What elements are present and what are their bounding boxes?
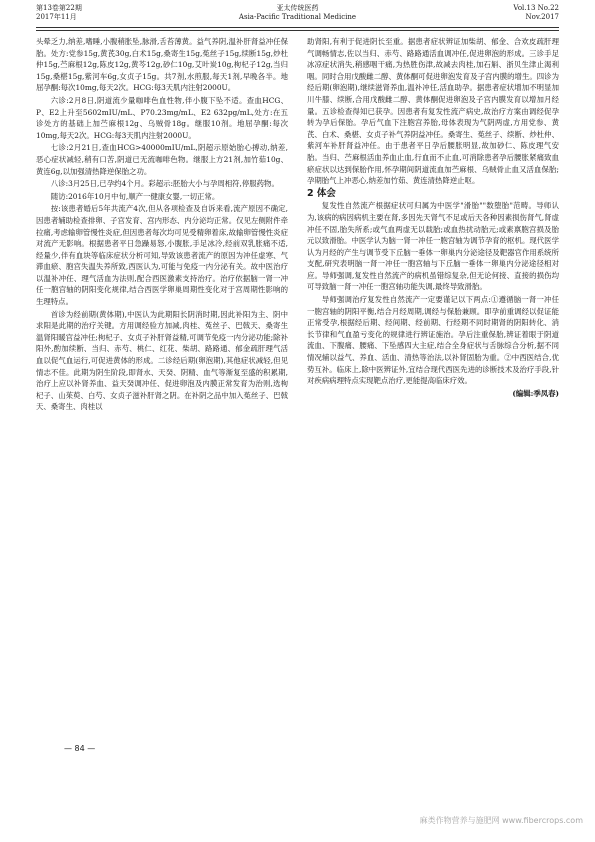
journal-title-english: Asia-Pacific Traditional Medicine (238, 13, 357, 21)
header-rule-thin (36, 30, 559, 31)
header-rule-thick (36, 27, 559, 28)
paragraph: 八诊:3月25日,已孕约4个月。彩超示:胚胎大小与孕周相符,停服药物。 (50, 179, 279, 189)
paragraph: 首诊为经前期(黄体期),中医认为此期阳长阴消时期,因此补阳为主、阴中求阳是此期的治疗关键。方用调经验方加减,肉桂、菟丝子、巴戟天、桑寄生温肾阳暖宫益冲任;枸杞子、女贞子补肝肾益精,可调节免疫一内分泌功能;除补阳外,酌加续断、当归、赤芍、桃仁、红花、柴胡、路路通、郁金疏肝理气活血以促气血运行,可促进黄体的形成。二诊经后期(卵泡期),其他症状减轻,但见情志不佳。此期为阴生阶段,即肾水、天癸、阴精、血气等渐复至盛的积累期,治疗上应以补肾养血、益天癸调冲任、促进卵泡及内膜正常发育为治则,选枸杞子、山茱萸、白芍、女贞子滋补肝肾之阴。在补阴之品中加入菟丝子、巴戟天、桑寄生、肉桂以 (36, 309, 288, 412)
paragraph: 随访:2016年10月中旬,顺产一健康女婴,一切正常。 (50, 191, 220, 201)
paragraph: 复发性自然流产根据症状可归属为中医学"滑胎""数堕胎"范畴。导师认为,该病的病因病机主要在肾,多因先天肾气不足或后天各种因素损伤肾气,肾虚冲任不固,胎失所系;或气血两虚无以载胎;或血热扰动胎元;或素禀胞宫损及胎元以致滑胎。中医学认为脑一肾一冲任一胞宫轴为调节孕育的枢机。现代医学认为月经的产生与调节受下丘脑一垂体一卵巢内分泌途径及靶器官作用系统所支配,研究表明脑一肾一冲任一胞宫轴与下丘脑一垂体一卵巢内分泌途径相对应。导师强调,复发性自然流产的病机虽错综复杂,但无论何接、直接的损伤均可导致脑一肾一冲任一胞宫轴功能失调,最终导致滑胎。 (307, 201, 559, 292)
header-volume-english (513, 4, 559, 22)
page-number: — 84 — (64, 744, 96, 753)
header-date: 2017年11月 (36, 13, 77, 21)
paragraph: 六诊:2月8日,阴道流少量咖啡色血性物,伴小腹下坠不适。查血HCG、P、E2上升至5602mIU/mL、P70.23mg/mL、E2 632pg/mL,处方:在五诊处方的基础上加苎麻根12g、乌贼骨18g。继服10剂。地屈孕酮:每次10mg,每天2次。HCG:每3天肌内注射2000U。 (36, 95, 288, 140)
header-vol-no: Vol.13 No.22 (513, 4, 559, 12)
journal-title-chinese: 亚太传统医药 (276, 4, 319, 12)
paragraph: 按:该患者婚后5年共流产4次,但从各项检查及自诉来看,流产原因不确定,因患者辅助检查排卵、子宫发育、宫内形态、内分泌均正常。仅见左侧附件牵拉痛,考虑输卵管慢性炎症,但因患者每次均可见受精卵着床,故输卵管慢性炎症对流产无影响。根据患者平日急躁易怒,小腹胀,手足冰冷,经前双乳胀痛不适,经量少,伴有血块等临床症状分析可知,导致该患者流产的原因为冲任虚寒、气滞血瘀、胞宫失温失养所致,西医认为,可能与免疫一内分泌有关。故中医治疗以温补冲任、理气活血为法则,配合西医激素支持治疗。治疗依据脑一肾一冲任一胞宫轴的阴阳变化规律,结合西医学卵巢周期性变化对于宫周期性影响的生理特点。 (36, 204, 288, 307)
paragraph: 导师强调治疗复发性自然流产一定要谨记以下两点:①遵循脑一肾一冲任一胞宫轴的阴阳平衡,结合月经周期,调经与保胎兼顾。即孕前重调经以促证能正常受孕,根据经后期、经间期、经前期、行经期不同时期肾的阴阳转化、消长节律和气血盈亏变化的规律进行辨证施治。孕后注重保胎,辨证着眼于阴道流血、下腹痛、腰痛、下坠感四大主症,结合全身症状与舌脉综合分析,据不同情况辅以益气、养血、活血、清热等治法,以补肾固胎为重。②中西医结合,优势互补。临床上,除中医辨证外,宜结合现代西医先进的诊断技术及治疗手段,针对疾病病理特点实现靶点治疗,更能提高临床疗效。 (307, 295, 559, 386)
editor-note: (编辑:季凤春) (512, 388, 559, 398)
watermark: 麻类作物营养与施肥网 www.fibercrops.com (419, 816, 583, 825)
header-issue: 第13卷第22期 (36, 4, 82, 12)
paragraph: 七诊:2月21日,查血HCG>40000mIU/mL,阴超示原始胎心搏动,纳差,恶心症状减轻,稍有口苦,阴道已无流咖啡色物。继服上方21剂,加竹茹10g、黄连6g,以加强清热降逆保胎之功。 (36, 143, 288, 176)
left-column (36, 36, 288, 414)
header-journal-title (36, 4, 559, 22)
paragraph: 助肾阳,有利于促进阴长至重。据患者症状辨证加柴胡、郁金、合欢皮疏肝理气调畅情志,佐以当归、赤芍、路路通活血调冲任,促进卵泡的形成。三诊手足冰凉症状消失,稍感咽干痛,为热胜伤津,故减去肉桂,加石斛、浙贝生津止渴利咽。同时合用戊酸雌二醇、黄体酮可促进卵泡发育及子宫内膜的增生。四诊为经后期(卵泡期),继续滋肾养血,温补冲任,活血助孕。据患者症状增加不明显加川牛膝、续断,合用戊酸雌二醇、黄体酮促进卵泡及子宫内膜发育以增加月经量。五诊检查得知已获孕。因患者有复发性流产病史,故治疗方案由调经促孕转为孕后保胎。孕后气血下注胞宫养胎,母体表现为气阴两虚,方用党参、黄芪、白术、桑椹、女贞子补气养阴益冲任。桑寄生、菟丝子、续断、炒杜仲、紫河车补肝肾益冲任。由于患者平日孕后腰胀明显,故加砂仁、陈皮理气安胎。当归、苎麻根活血养血止血,行血而不止血,可消除患者孕后腰胀紧痛致血瘀症状以达到保胎作用,怀孕期间阴道流血加苎麻根、乌贼骨止血又活血保胎;孕期胎气上冲恶心,纳差加竹茹、黄连清热降逆止呕。 (307, 37, 559, 186)
header-month-year: Nov.2017 (525, 13, 559, 21)
running-header (36, 0, 559, 30)
section-heading: 2 体会 (307, 187, 336, 199)
right-column (307, 36, 559, 400)
paragraph: 头晕乏力,纳差,嗜睡,小腹稍胀坠,脉滑,舌苔薄黄。益气养阴,温补肝肾益冲任保胎。处方:党参15g,黄芪30g,白术15g,桑寄生15g,菟丝子15g,续断15g,炒杜仲15g,苎麻根12g,陈皮12g,黄芩12g,砂仁10g,艾叶炭10g,枸杞子12g,当归15g,桑椹15g,紫河车6g,女贞子15g。共7剂,水煎服,每天1剂,早晚各半。地屈孕酮:每次10mg,每天2次。HCG:每3天肌内注射2000U。 (36, 37, 288, 93)
